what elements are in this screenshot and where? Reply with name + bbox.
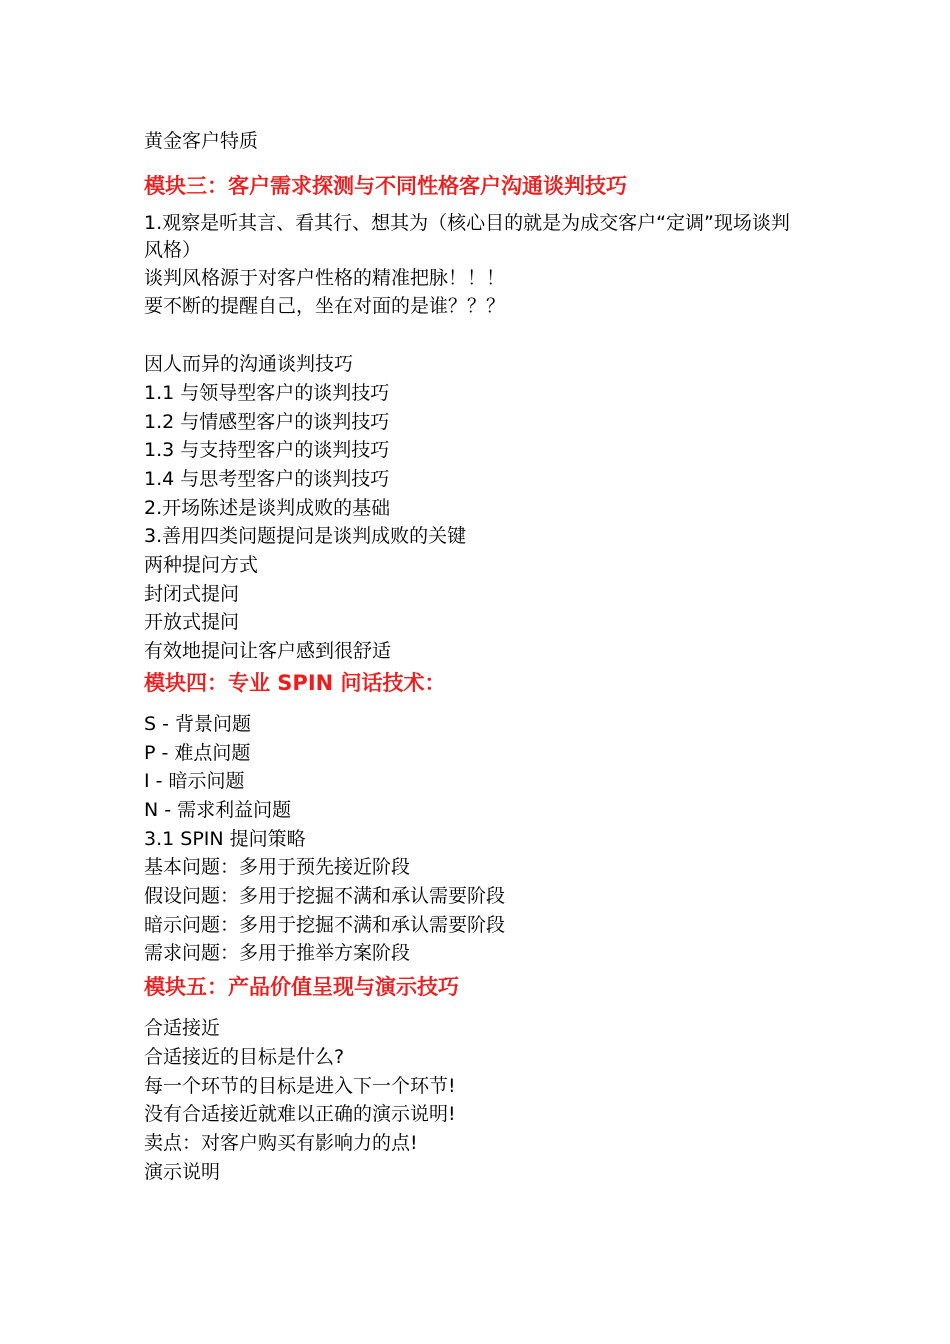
module3-paragraph: 封闭式提问 [144,582,240,605]
module3-paragraph: 谈判风格源于对客户性格的精准把脉！！！ [144,266,506,289]
module3-paragraph: 要不断的提醒自己，坐在对面的是谁？？？ [144,295,506,318]
module5-paragraph: 合适接近的目标是什么? [144,1045,345,1068]
module3-paragraph: 1.1 与领导型客户的谈判技巧 [144,381,390,404]
module4-heading: 模块四：专业 SPIN 问话技术： [144,670,446,695]
module5-paragraph: 没有合适接近就难以正确的演示说明! [144,1103,456,1126]
module3-paragraph: 因人而异的沟通谈判技巧 [144,353,354,376]
module4-paragraph: 假设问题：多用于挖掘不满和承认需要阶段 [144,885,506,908]
module4-paragraph: 暗示问题：多用于挖掘不满和承认需要阶段 [144,913,506,936]
blank-line [144,321,804,350]
module3-paragraph: 1.3 与支持型客户的谈判技巧 [144,439,390,462]
module4-paragraph: N - 需求利益问题 [144,798,292,821]
module4-paragraph: 3.1 SPIN 提问策略 [144,827,306,850]
module5-paragraph: 卖点：对客户购买有影响力的点! [144,1131,418,1154]
document-body [144,127,804,1186]
module5-paragraph: 演示说明 [144,1160,221,1183]
module3-paragraph: 有效地提问让客户感到很舒适 [144,640,392,663]
module3-paragraph: 3.善用四类问题提问是谈判成败的关键 [144,525,467,548]
module5-paragraph: 每一个环节的目标是进入下一个环节! [144,1074,456,1097]
intro-line: 黄金客户特质 [144,130,259,152]
module4-paragraph: I - 暗示问题 [144,770,245,793]
module4-paragraph: 基本问题：多用于预先接近阶段 [144,856,411,879]
module3-paragraph: 两种提问方式 [144,554,259,577]
module5-heading: 模块五：产品价值呈现与演示技巧 [144,975,459,1000]
module4-paragraph: P - 难点问题 [144,741,251,764]
module3-paragraph: 1.4 与思考型客户的谈判技巧 [144,467,390,490]
module3-paragraph: 1.观察是听其言、看其行、想其为（核心目的就是为成交客户“定调”现场谈判风格） [144,211,790,261]
module4-paragraph: S - 背景问题 [144,712,251,735]
module5-paragraph: 合适接近 [144,1017,221,1040]
module4-paragraph: 需求问题：多用于推举方案阶段 [144,942,411,965]
module3-paragraph: 1.2 与情感型客户的谈判技巧 [144,410,390,433]
module3-paragraph: 开放式提问 [144,611,240,634]
module3-paragraph: 2.开场陈述是谈判成败的基础 [144,496,391,519]
module3-heading: 模块三：客户需求探测与不同性格客户沟通谈判技巧 [144,173,627,198]
